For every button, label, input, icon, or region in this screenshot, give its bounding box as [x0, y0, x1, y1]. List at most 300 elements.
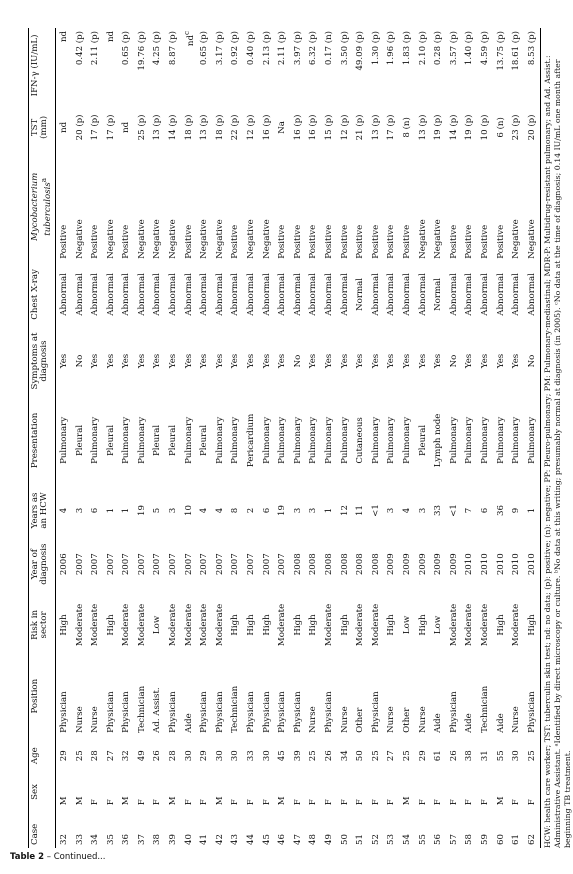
table-continued: – Continued...: [44, 852, 106, 862]
cell-ifn: 8.87 (p): [168, 31, 179, 66]
table-row: [259, 28, 275, 848]
cell-years-hcw: 1: [105, 507, 116, 514]
cell-symptoms: Yes: [511, 353, 522, 369]
table-row: [119, 28, 135, 848]
table-row: [275, 28, 291, 848]
cell-position: Physician: [199, 691, 210, 733]
cell-chest: Normal: [355, 278, 366, 311]
cell-chest: Abnormal: [370, 273, 381, 316]
table-row: [399, 28, 415, 848]
cell-presentation: Pleural: [417, 424, 428, 456]
cell-sex: F: [90, 799, 101, 806]
cell-age: 26: [448, 750, 459, 762]
cell-chest: Abnormal: [74, 273, 85, 316]
cell-mycobacterium: Negative: [199, 219, 210, 259]
cell-presentation: Pulmonary: [277, 416, 288, 464]
cell-position: Physician: [168, 691, 179, 733]
cell-case: 56: [433, 834, 444, 845]
cell-position: Nurse: [74, 706, 85, 733]
cell-chest: Abnormal: [277, 273, 288, 316]
cell-chest: Abnormal: [324, 273, 335, 316]
cell-sex: M: [495, 796, 506, 806]
cell-sex: F: [417, 799, 428, 806]
cell-symptoms: Yes: [417, 353, 428, 369]
table-row: [103, 28, 119, 848]
cell-year: 2008: [355, 553, 366, 576]
table-row: [353, 28, 369, 848]
cell-chest: Abnormal: [524, 262, 540, 327]
cell-case: 40: [183, 834, 194, 845]
header-mycobacterium-text: Mycobacterium tuberculosis: [30, 172, 54, 241]
cell-sex: M: [58, 796, 69, 806]
cell-year: 2007: [74, 553, 85, 576]
cell-symptoms: Yes: [199, 353, 210, 369]
cell-risk: Moderate: [74, 603, 85, 647]
cell-presentation: Pulmonary: [324, 416, 335, 464]
header-risk: Risk in sector: [29, 593, 56, 656]
cell-ifn: 0.40 (p): [246, 31, 257, 66]
cell-mycobacterium: Positive: [479, 224, 490, 259]
cell-year: 2007: [121, 553, 132, 576]
cell-risk: Low: [433, 615, 444, 635]
cell-risk: Moderate: [90, 603, 101, 647]
cell-tst: Na: [277, 121, 288, 134]
cell-chest: Abnormal: [511, 273, 522, 316]
cell-year: 2006: [58, 553, 69, 576]
table-row: [150, 28, 166, 848]
cell-tst: 16 (p): [292, 114, 303, 141]
cell-position: Physician: [121, 691, 132, 733]
cell-risk: Moderate: [448, 603, 459, 647]
cell-ifn: 0.65 (p): [121, 31, 132, 66]
cell-case: 35: [105, 834, 116, 845]
cell-years-hcw: 9: [511, 507, 522, 514]
cell-year: 2007: [136, 553, 147, 576]
cell-year: 2009: [401, 553, 412, 576]
cell-tst: 12 (p): [339, 114, 350, 141]
cell-tst: 15 (p): [324, 114, 335, 141]
cell-position: Technician: [230, 685, 241, 733]
cell-case: 49: [324, 834, 335, 845]
cell-tst: 19 (p): [464, 114, 475, 141]
cell-year: 2007: [183, 553, 194, 576]
cell-ifn: 1.96 (p): [386, 31, 397, 66]
cell-year: 2008: [370, 553, 381, 576]
cell-years-hcw: 19: [136, 505, 147, 516]
cell-sex: F: [433, 799, 444, 806]
cell-mycobacterium: Positive: [277, 224, 288, 259]
cell-age: 28: [168, 750, 179, 762]
table-row: [181, 28, 197, 848]
cell-mycobacterium: Positive: [448, 224, 459, 259]
cell-ifn: 2.11 (p): [277, 31, 288, 66]
cell-age: 27: [105, 750, 116, 762]
cell-chest: Abnormal: [417, 273, 428, 316]
cell-presentation: Pleural: [105, 424, 116, 456]
cell-case: 51: [355, 834, 366, 845]
cell-ifn: 0.65 (p): [199, 31, 210, 66]
cell-tst: 16 (p): [308, 114, 319, 141]
cell-case: 39: [168, 834, 179, 845]
header-sex: Sex: [29, 776, 56, 809]
cell-position: Physician: [524, 656, 540, 735]
cell-position: Physician: [370, 691, 381, 733]
cell-symptoms: Yes: [355, 353, 366, 369]
cell-case: 36: [121, 834, 132, 845]
cell-tst: 19 (p): [433, 114, 444, 141]
cell-presentation: Pleural: [74, 424, 85, 456]
cell-risk: High: [417, 614, 428, 636]
cell-risk: Moderate: [168, 603, 179, 647]
cell-age: 28: [90, 750, 101, 762]
cell-case: 41: [199, 834, 210, 845]
cell-case: 37: [136, 834, 147, 845]
cell-year: 2010: [495, 553, 506, 576]
cell-years-hcw: 19: [277, 505, 288, 516]
cell-tst: 12 (p): [246, 114, 257, 141]
cell-sex: F: [261, 799, 272, 806]
cell-sex: M: [121, 796, 132, 806]
cell-presentation: Pulmonary: [58, 416, 69, 464]
cell-presentation: Pulmonary: [370, 416, 381, 464]
cell-case: 48: [308, 834, 319, 845]
cell-year: 2007: [214, 553, 225, 576]
cell-ifn: 49.09 (p): [355, 31, 366, 71]
cell-symptoms: Yes: [401, 353, 412, 369]
cell-sex: F: [136, 799, 147, 806]
cell-case: 62: [524, 808, 540, 848]
cell-presentation: Pulmonary: [464, 416, 475, 464]
cell-ifn: 0.17 (n): [324, 31, 335, 66]
cell-case: 42: [214, 834, 225, 845]
cell-sex: M: [401, 796, 412, 806]
cell-ifn: 3.57 (p): [448, 31, 459, 66]
cell-years-hcw: 4: [401, 507, 412, 514]
cell-tst: 20 (p): [524, 103, 540, 152]
cell-age: 61: [433, 750, 444, 762]
cell-risk: High: [386, 614, 397, 636]
cell-ifn: 3.97 (p): [292, 31, 303, 66]
cell-case: 53: [386, 834, 397, 845]
cell-year: 2007: [168, 553, 179, 576]
cell-tst: 25 (p): [136, 114, 147, 141]
table-row: [509, 28, 525, 848]
cell-risk: Moderate: [511, 603, 522, 647]
cell-age: 30: [511, 750, 522, 762]
cell-position: Physician: [214, 691, 225, 733]
cell-mycobacterium: Positive: [183, 224, 194, 259]
cell-age: 25: [401, 750, 412, 762]
table-row: [431, 28, 447, 848]
cell-symptoms: Yes: [308, 353, 319, 369]
cell-mycobacterium: Negative: [214, 219, 225, 259]
cell-sex: F: [105, 799, 116, 806]
cell-mycobacterium: Negative: [168, 219, 179, 259]
cell-tst: 14 (p): [448, 114, 459, 141]
cell-presentation: Pulmonary: [495, 416, 506, 464]
cell-presentation: Pulmonary: [511, 416, 522, 464]
cell-year: 2009: [386, 553, 397, 576]
cell-symptoms: Yes: [105, 353, 116, 369]
cell-mycobacterium: Positive: [370, 224, 381, 259]
cell-year: 2010: [524, 535, 540, 593]
cell-presentation: Pulmonary: [183, 416, 194, 464]
cell-tst: 13 (p): [417, 114, 428, 141]
cell-case: 32: [58, 834, 69, 845]
cell-presentation: Pericardium: [246, 413, 257, 468]
cell-mycobacterium: Positive: [495, 224, 506, 259]
cell-position: Physician: [277, 691, 288, 733]
header-ifn: IFN-γ (IU/mL): [29, 28, 56, 103]
header-position: Position: [29, 656, 56, 735]
cell-mycobacterium: Positive: [58, 224, 69, 259]
cell-age: 39: [292, 750, 303, 762]
header-tst: TST (mm): [29, 103, 56, 152]
cell-mycobacterium: Positive: [230, 224, 241, 259]
cell-symptoms: Yes: [324, 353, 335, 369]
cell-years-hcw: <1: [370, 504, 381, 517]
cell-position: Physician: [58, 691, 69, 733]
table-row: [384, 28, 400, 848]
cell-symptoms: No: [524, 327, 540, 395]
cell-symptoms: Yes: [386, 353, 397, 369]
table-row: [56, 28, 72, 848]
cell-years-hcw: 33: [433, 505, 444, 516]
cell-ifn: nd: [105, 31, 116, 43]
cell-chest: Abnormal: [214, 273, 225, 316]
cell-years-hcw: 1: [121, 507, 132, 514]
table-row: [244, 28, 260, 848]
cell-sex: M: [168, 796, 179, 806]
cell-risk: Moderate: [214, 603, 225, 647]
cell-presentation: Pulmonary: [339, 416, 350, 464]
cell-ifn: 3.17 (p): [214, 31, 225, 66]
cell-sex: F: [448, 799, 459, 806]
cell-tst: 21 (p): [355, 114, 366, 141]
cell-tst: 23 (p): [511, 114, 522, 141]
cell-risk: High: [261, 614, 272, 636]
cell-symptoms: Yes: [121, 353, 132, 369]
cell-year: 2007: [90, 553, 101, 576]
cell-tst: 17 (p): [386, 114, 397, 141]
cell-age: 50: [355, 750, 366, 762]
cell-age: 55: [495, 750, 506, 762]
cell-age: 30: [261, 750, 272, 762]
cell-tst: nd: [58, 121, 69, 133]
cell-presentation: Pulmonary: [136, 416, 147, 464]
cell-years-hcw: 36: [495, 505, 506, 516]
cell-symptoms: Yes: [136, 353, 147, 369]
cell-tst: 18 (p): [183, 114, 194, 141]
cell-risk: Moderate: [370, 603, 381, 647]
cell-case: 50: [339, 834, 350, 845]
cell-ifn: $nd^c$: [181, 31, 196, 47]
cell-year: 2008: [324, 553, 335, 576]
cell-symptoms: Yes: [370, 353, 381, 369]
cell-mycobacterium: Positive: [355, 224, 366, 259]
cell-age: 26: [152, 750, 163, 762]
cell-age: 26: [324, 750, 335, 762]
cell-presentation: Pulmonary: [386, 416, 397, 464]
cell-risk: Low: [152, 615, 163, 635]
cell-mycobacterium: Negative: [524, 152, 540, 262]
cell-sex: F: [524, 776, 540, 809]
cell-chest: Abnormal: [386, 273, 397, 316]
cell-ifn: 4.25 (p): [152, 31, 163, 66]
cell-sex: F: [199, 799, 210, 806]
cell-symptoms: Yes: [152, 353, 163, 369]
cell-presentation: Pulmonary: [214, 416, 225, 464]
cell-chest: Abnormal: [105, 273, 116, 316]
table-row: [88, 28, 104, 848]
cell-years-hcw: 1: [324, 507, 335, 514]
cell-ifn: 18.61 (p): [511, 31, 522, 71]
cell-case: 34: [90, 834, 101, 845]
cell-years-hcw: 12: [339, 505, 350, 516]
table-row: [290, 28, 306, 848]
cell-tst: 10 (p): [479, 114, 490, 141]
cell-year: 2009: [417, 553, 428, 576]
cell-sex: M: [214, 796, 225, 806]
cell-years-hcw: 6: [261, 507, 272, 514]
cell-year: 2008: [292, 553, 303, 576]
table-row: [368, 28, 384, 848]
cell-chest: Normal: [433, 278, 444, 311]
table-row: [524, 28, 540, 848]
table-header-row: [29, 28, 56, 848]
cell-age: 33: [246, 750, 257, 762]
cell-tst: 13 (p): [370, 114, 381, 141]
cell-years-hcw: 3: [292, 507, 303, 514]
cell-years-hcw: 10: [183, 505, 194, 516]
cell-age: 30: [183, 750, 194, 762]
cell-year: 2007: [152, 553, 163, 576]
cell-mycobacterium: Positive: [121, 224, 132, 259]
cell-years-hcw: 4: [58, 507, 69, 514]
cell-year: 2009: [448, 553, 459, 576]
header-years-hcw: Years as an HCW: [29, 486, 56, 535]
cell-risk: Moderate: [479, 603, 490, 647]
cell-tst: 20 (p): [74, 114, 85, 141]
cell-position: Technician: [479, 685, 490, 733]
cell-symptoms: No: [448, 354, 459, 368]
table-row: [337, 28, 353, 848]
cell-mycobacterium: Negative: [74, 219, 85, 259]
cell-case: 61: [511, 834, 522, 845]
cell-year: 2009: [433, 553, 444, 576]
cell-position: Other: [401, 707, 412, 733]
cell-tst: nd: [121, 121, 132, 133]
cell-chest: Abnormal: [152, 273, 163, 316]
cell-chest: Abnormal: [292, 273, 303, 316]
cell-years-hcw: 3: [74, 507, 85, 514]
cell-mycobacterium: Positive: [90, 224, 101, 259]
cell-tst: 8 (n): [401, 117, 412, 138]
cell-presentation: Pulmonary: [308, 416, 319, 464]
cell-symptoms: Yes: [230, 353, 241, 369]
cell-symptoms: Yes: [183, 353, 194, 369]
cell-sex: F: [292, 799, 303, 806]
cell-mycobacterium: Positive: [401, 224, 412, 259]
cases-table: [28, 28, 541, 848]
cell-mycobacterium: Negative: [105, 219, 116, 259]
cell-position: Physician: [246, 691, 257, 733]
cell-presentation: Cutaneous: [355, 417, 366, 464]
cell-tst: 13 (p): [152, 114, 163, 141]
cell-sex: F: [183, 799, 194, 806]
cell-age: 30: [214, 750, 225, 762]
table-row: [415, 28, 431, 848]
cell-position: Nurse: [308, 706, 319, 733]
cell-position: Physician: [105, 691, 116, 733]
cell-risk: Moderate: [199, 603, 210, 647]
table-row: [322, 28, 338, 848]
cell-presentation: Pulmonary: [448, 416, 459, 464]
cell-ifn: 4.59 (p): [479, 31, 490, 66]
cell-year: 2007: [261, 553, 272, 576]
cell-risk: High: [308, 614, 319, 636]
cell-risk: Moderate: [355, 603, 366, 647]
cell-age: 25: [74, 750, 85, 762]
cell-ifn: nd: [58, 31, 69, 43]
cell-sex: F: [511, 799, 522, 806]
cell-position: Nurse: [511, 706, 522, 733]
cell-chest: Abnormal: [58, 273, 69, 316]
cell-position: Aide: [495, 713, 506, 733]
cell-years-hcw: 4: [214, 507, 225, 514]
cell-mycobacterium: Positive: [308, 224, 319, 259]
cell-years-hcw: 3: [417, 507, 428, 514]
cell-year: 2007: [230, 553, 241, 576]
cell-ifn: 8.53 (p): [524, 28, 540, 103]
cell-sex: F: [152, 799, 163, 806]
cell-age: 29: [417, 750, 428, 762]
cell-mycobacterium: Negative: [433, 219, 444, 259]
cell-sex: F: [324, 799, 335, 806]
table-row: [306, 28, 322, 848]
cell-age: 25: [370, 750, 381, 762]
cell-year: 2007: [105, 553, 116, 576]
cell-risk: High: [495, 614, 506, 636]
cell-ifn: 0.28 (p): [433, 31, 444, 66]
cell-years-hcw: 2: [246, 507, 257, 514]
cell-sex: F: [479, 799, 490, 806]
table-row: [477, 28, 493, 848]
cell-year: 2010: [464, 553, 475, 576]
cell-chest: Abnormal: [261, 273, 272, 316]
cell-case: 52: [370, 834, 381, 845]
cell-case: 54: [401, 834, 412, 845]
cell-risk: Moderate: [277, 603, 288, 647]
cell-mycobacterium: Negative: [136, 219, 147, 259]
cell-age: 27: [386, 750, 397, 762]
cell-position: Aide: [183, 713, 194, 733]
header-presentation: Presentation: [29, 395, 56, 486]
cell-years-hcw: 3: [386, 507, 397, 514]
cell-sex: F: [230, 799, 241, 806]
header-case: Case: [29, 808, 56, 848]
cell-mycobacterium: Positive: [339, 224, 350, 259]
cell-risk: High: [58, 614, 69, 636]
cell-case: 57: [448, 834, 459, 845]
cell-ifn: 1.30 (p): [370, 31, 381, 66]
cell-age: 25: [524, 736, 540, 776]
cell-year: 2007: [199, 553, 210, 576]
rotated-table-block: [28, 28, 572, 848]
cell-age: 32: [121, 750, 132, 762]
cell-year: 2007: [246, 553, 257, 576]
cell-sex: F: [386, 799, 397, 806]
